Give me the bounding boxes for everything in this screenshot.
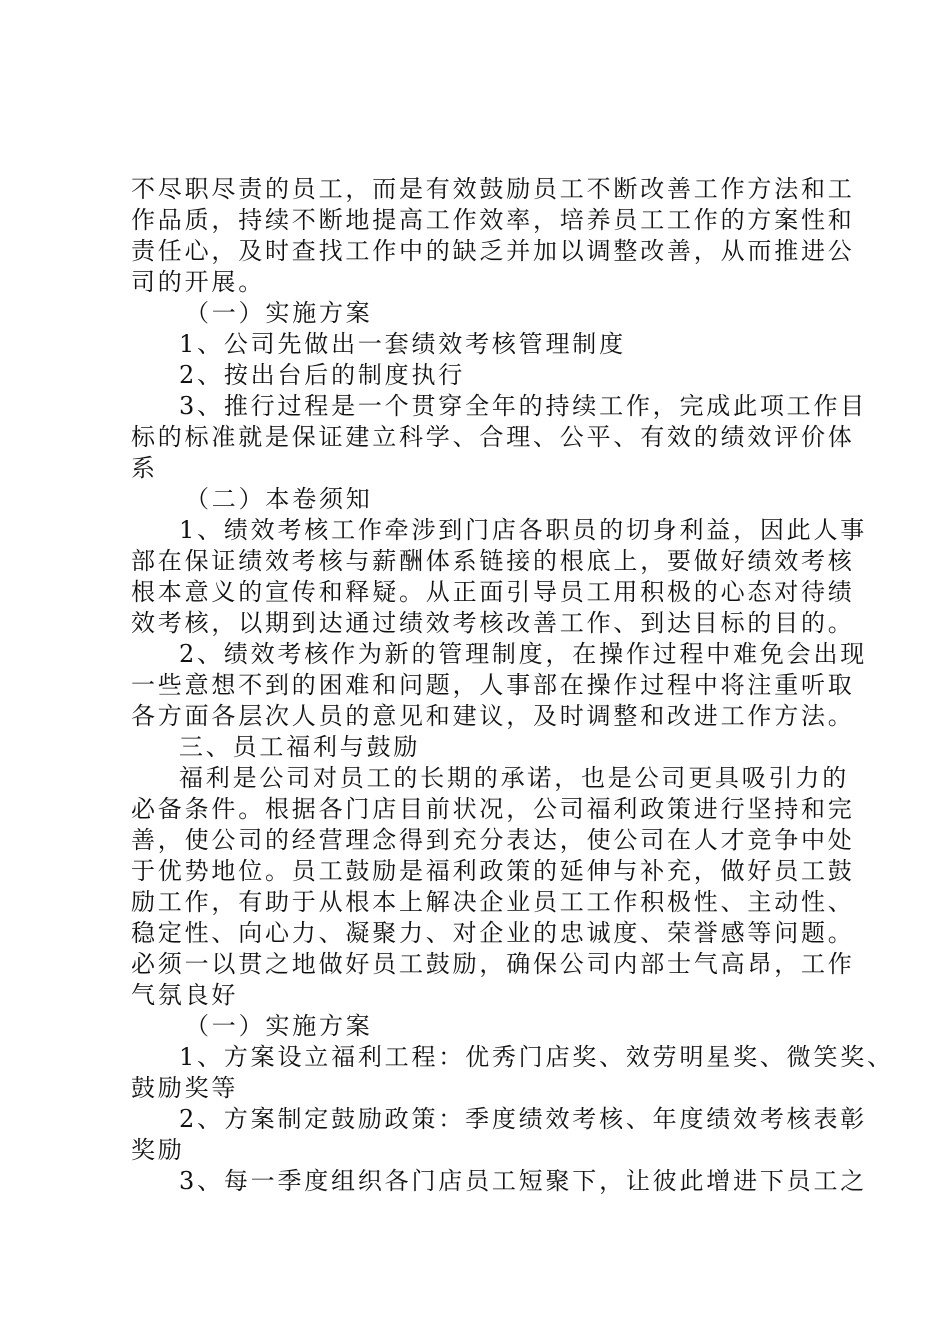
chapter-heading: 三、员工福利与鼓励 — [179, 733, 421, 761]
paragraph-line: 作品质，持续不断地提高工作效率，培养员工工作的方案性和 — [131, 206, 855, 234]
paragraph-line: 系 — [131, 454, 158, 482]
list-item: 1、方案设立福利工程：优秀门店奖、效劳明星奖、微笑奖、 — [179, 1043, 894, 1071]
paragraph-line: 奖励 — [131, 1136, 185, 1164]
paragraph-line: 责任心，及时查找工作中的缺乏并加以调整改善，从而推进公 — [131, 237, 855, 265]
paragraph-line: 根本意义的宣传和释疑。从正面引导员工用积极的心态对待绩 — [131, 578, 855, 606]
paragraph-line: 于优势地位。员工鼓励是福利政策的延伸与补充，做好员工鼓 — [131, 857, 855, 885]
paragraph-line: 效考核，以期到达通过绩效考核改善工作、到达目标的目的。 — [131, 609, 855, 637]
paragraph-line: 励工作，有助于从根本上解决企业员工工作积极性、主动性、 — [131, 888, 855, 916]
list-item: 1、绩效考核工作牵涉到门店各职员的切身利益，因此人事 — [179, 516, 868, 544]
paragraph-line: 一些意想不到的困难和问题，人事部在操作过程中将注重听取 — [131, 671, 855, 699]
list-item: 2、按出台后的制度执行 — [179, 361, 466, 389]
paragraph-line: 不尽职尽责的员工，而是有效鼓励员工不断改善工作方法和工 — [131, 175, 855, 203]
paragraph-line: 气氛良好 — [131, 981, 239, 1009]
paragraph-line: 司的开展。 — [131, 268, 265, 296]
paragraph-line: 福利是公司对员工的长期的承诺，也是公司更具吸引力的 — [179, 764, 849, 792]
section-heading: （一）实施方案 — [185, 299, 373, 327]
paragraph-line: 稳定性、向心力、凝聚力、对企业的忠诚度、荣誉感等问题。 — [131, 919, 855, 947]
paragraph-line: 鼓励奖等 — [131, 1074, 239, 1102]
list-item: 1、公司先做出一套绩效考核管理制度 — [179, 330, 626, 358]
section-heading: （一）实施方案 — [185, 1012, 373, 1040]
paragraph-line: 各方面各层次人员的意见和建议，及时调整和改进工作方法。 — [131, 702, 855, 730]
list-item: 3、每一季度组织各门店员工短聚下，让彼此增进下员工之 — [179, 1167, 868, 1195]
paragraph-line: 必备条件。根据各门店目前状况，公司福利政策进行坚持和完 — [131, 795, 855, 823]
document-body — [131, 174, 894, 1197]
section-heading: （二）本卷须知 — [185, 485, 373, 513]
paragraph-line: 标的标准就是保证建立科学、合理、公平、有效的绩效评价体 — [131, 423, 855, 451]
paragraph-line: 必须一以贯之地做好员工鼓励，确保公司内部士气高昂，工作 — [131, 950, 855, 978]
list-item: 2、方案制定鼓励政策：季度绩效考核、年度绩效考核表彰 — [179, 1105, 868, 1133]
list-item: 2、绩效考核作为新的管理制度，在操作过程中难免会出现 — [179, 640, 868, 668]
list-item: 3、推行过程是一个贯穿全年的持续工作，完成此项工作目 — [179, 392, 868, 420]
paragraph-line: 部在保证绩效考核与薪酬体系链接的根底上，要做好绩效考核 — [131, 547, 855, 575]
paragraph-line: 善，使公司的经营理念得到充分表达，使公司在人才竞争中处 — [131, 826, 855, 854]
